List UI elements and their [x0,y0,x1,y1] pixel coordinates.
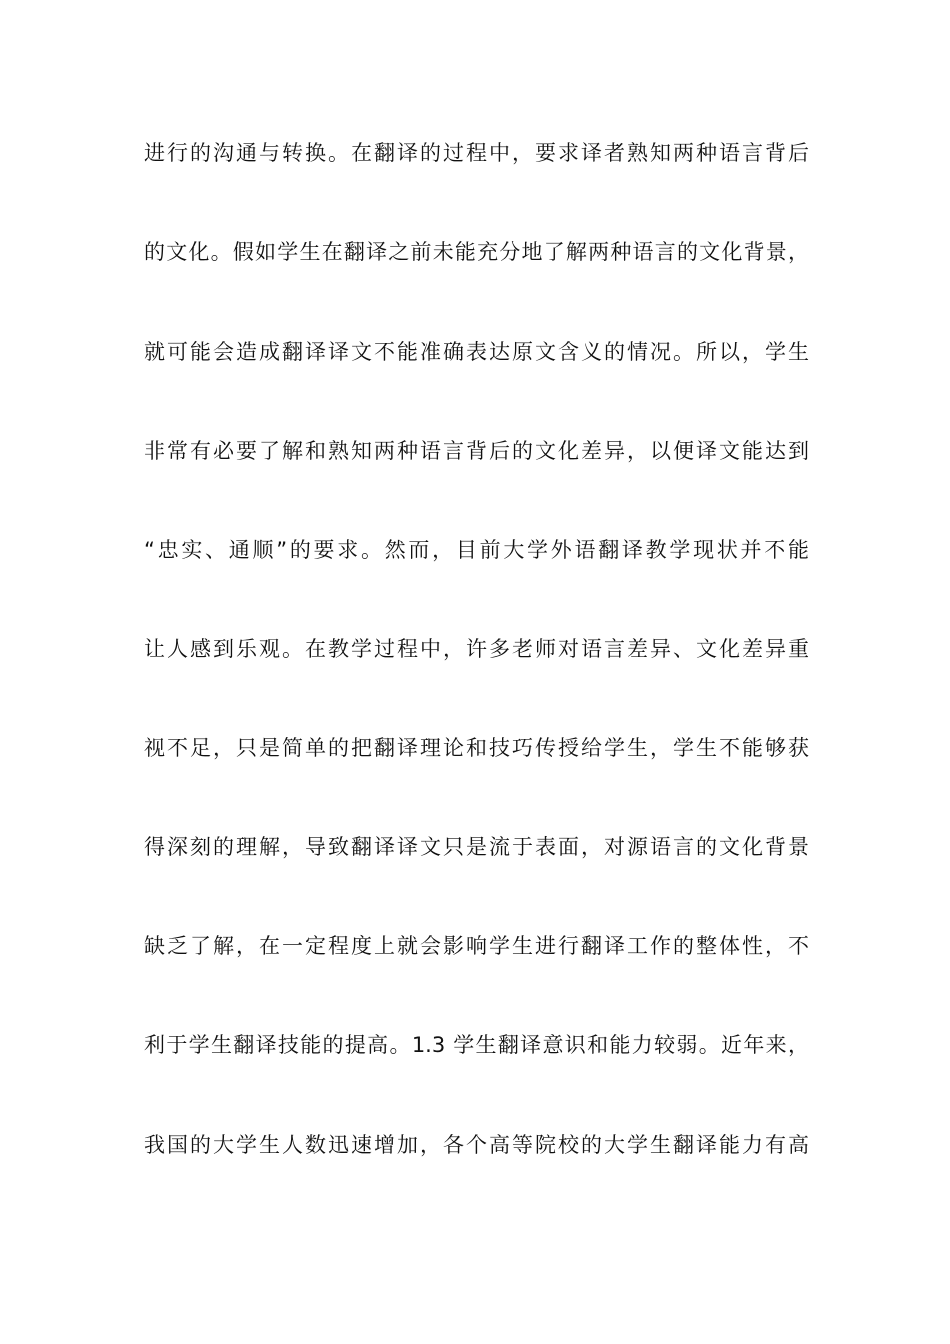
text-line-9: 缺乏了解，在一定程度上就会影响学生进行翻译工作的整体性，不 [144,934,809,958]
text-line-1: 进行的沟通与转换。在翻译的过程中，要求译者熟知两种语言背后 [144,141,809,165]
text-line-10: 利于学生翻译技能的提高。1.3 学生翻译意识和能力较弱。近年来， [144,1033,809,1057]
text-line-7: 视不足，只是简单的把翻译理论和技巧传授给学生，学生不能够获 [144,736,809,760]
text-line-3: 就可能会造成翻译译文不能准确表达原文含义的情况。所以，学生 [144,340,809,364]
text-line-8: 得深刻的理解，导致翻译译文只是流于表面，对源语言的文化背景 [144,835,809,859]
text-line-2: 的文化。假如学生在翻译之前未能充分地了解两种语言的文化背景， [144,240,809,264]
text-line-4: 非常有必要了解和熟知两种语言背后的文化差异，以便译文能达到 [144,439,809,463]
text-line-6: 让人感到乐观。在教学过程中，许多老师对语言差异、文化差异重 [144,637,809,661]
text-line-5: “忠实、通顺”的要求。然而，目前大学外语翻译教学现状并不能 [144,538,809,562]
text-line-11: 我国的大学生人数迅速增加，各个高等院校的大学生翻译能力有高 [144,1133,809,1157]
